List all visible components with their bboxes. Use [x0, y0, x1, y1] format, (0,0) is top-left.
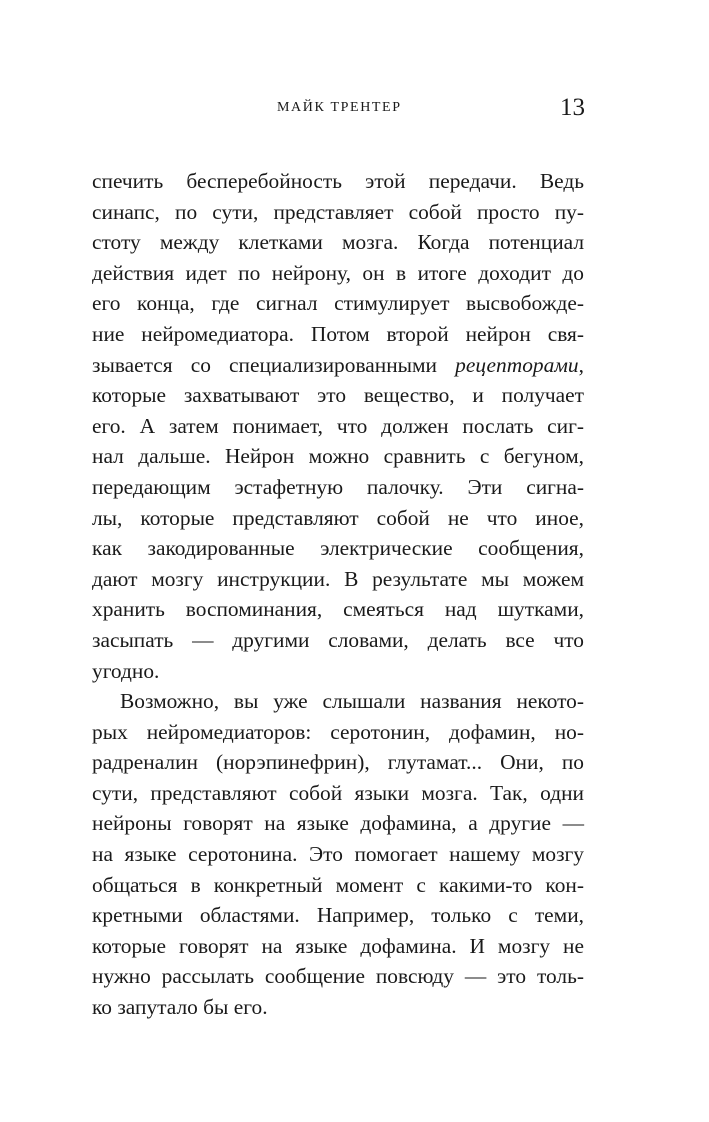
page-number: 13	[560, 94, 585, 121]
paragraph-2	[92, 686, 584, 1023]
paragraph-1	[92, 166, 584, 686]
text-line: нужно рассылать сообщение повсюду — это толь-	[92, 964, 584, 989]
text-line: действия идет по нейрону, он в итоге доходит до	[92, 260, 584, 285]
text-line: как закодированные электрические сообщения,	[92, 536, 584, 561]
text-segment: зывается со специализированными	[92, 352, 456, 377]
text-line: ние нейромедиатора. Потом второй нейрон свя-	[92, 321, 584, 346]
text-line: рых нейромедиаторов: серотонин, дофамин, но-	[92, 719, 584, 744]
text-line: стоту между клетками мозга. Когда потенциал	[92, 230, 584, 255]
text-line: хранить воспоминания, смеяться над шутками,	[92, 597, 584, 622]
text-line: лы, которые представляют собой не что иное,	[92, 505, 584, 530]
text-line: общаться в конкретный момент с какими-то кон-	[92, 872, 584, 897]
text-line: которые захватывают это вещество, и получает	[92, 383, 584, 408]
text-line: нейроны говорят на языке дофамина, а другие —	[92, 811, 584, 836]
text-line: ко запутало бы его.	[92, 995, 268, 1020]
text-line: спечить бесперебойность этой передачи. Ведь	[92, 169, 584, 193]
text-segment: ,	[578, 352, 584, 377]
text-line: передающим эстафетную палочку. Эти сигна-	[92, 474, 584, 499]
text-line: которые говорят на языке дофамина. И мозгу не	[92, 933, 584, 958]
text-line	[92, 350, 584, 381]
text-line: угодно.	[92, 658, 160, 683]
text-line: Возможно, вы уже слышали названия некото-	[120, 689, 584, 714]
text-line: засыпать — другими словами, делать все что	[92, 627, 584, 652]
text-line: на языке серотонина. Это помогает нашему мозгу	[92, 842, 584, 867]
text-line: сути, представляют собой языки мозга. Так, одни	[92, 780, 584, 805]
body-text	[92, 166, 584, 1023]
running-head: МАЙК ТРЕНТЕР	[277, 100, 402, 115]
text-line: дают мозгу инструкции. В результате мы можем	[92, 566, 584, 591]
text-line: его. А затем понимает, что должен послать сиг-	[92, 413, 584, 438]
text-line: радреналин (норэпинефрин), глутамат... Они, по	[92, 750, 584, 775]
text-line: кретными областями. Например, только с теми,	[92, 903, 584, 928]
text-line: синапс, по сути, представляет собой просто пу-	[92, 199, 584, 224]
text-line: нал дальше. Нейрон можно сравнить с бегуном,	[92, 444, 584, 469]
italic-term: рецепторами	[455, 352, 579, 377]
text-line: его конца, где сигнал стимулирует высвобожде-	[92, 291, 584, 316]
